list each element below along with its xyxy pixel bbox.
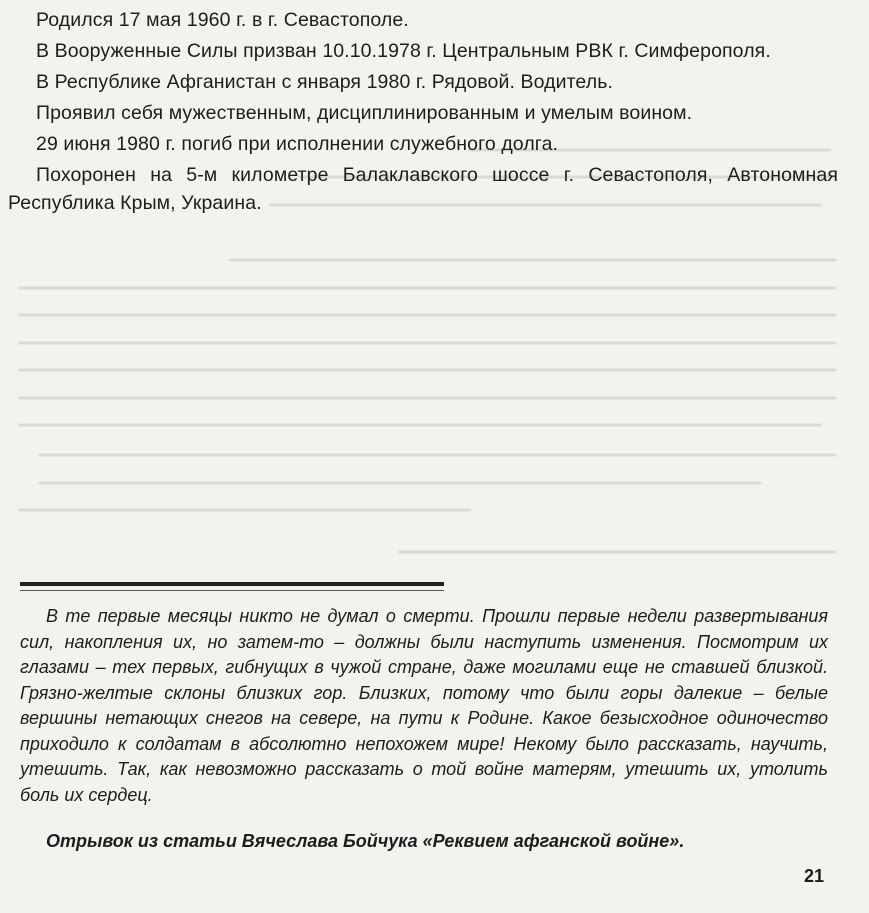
section-divider-thin (20, 590, 444, 591)
bio-afghanistan: В Республике Афганистан с января 1980 г. Рядовой. Водитель. (36, 71, 613, 93)
biography (8, 6, 838, 220)
bio-drafted: В Вооруженные Силы призван 10.10.1978 г. Центральным РВК г. Симферополя. (36, 40, 771, 62)
quote-text: В те первые месяцы никто не думал о смерти. Прошли первые недели развертывания сил, накопления их, но затем-то – должны были наступить изменения. Посмотрим их глазами – тех первых, гибнущих в чужой стране, даже могилами еще не ставшей близкой. Грязно-желтые склоны близких гор. Близких, потому что были горы далекие – белые вершины нетающих снегов на севере, на пути к Родине. Какое безысходное одиночество приходило к солдатам в абсолютно непохожем мире! Некому было рассказать, научить, утешить. Так, как невозможно рассказать о той войне матерям, утешить их, утолить боль их сердец. (20, 606, 828, 805)
page-number: 21 (804, 866, 825, 886)
bio-conduct: Проявил себя мужественным, дисциплинированным и умелым воином. (36, 102, 693, 124)
quote-excerpt (20, 604, 828, 808)
section-divider (20, 582, 444, 586)
bio-buried: Похоронен на 5-м километре Балаклавского шоссе г. Севастополя, Автономная Республика Крым, Украина. (8, 164, 838, 214)
bio-died: 29 июня 1980 г. погиб при исполнении служебного долга. (36, 133, 559, 155)
bio-born: Родился 17 мая 1960 г. в г. Севастополе. (36, 9, 409, 31)
quote-source: Отрывок из статьи Вячеслава Бойчука «Реквием афганской войне». (46, 831, 685, 851)
